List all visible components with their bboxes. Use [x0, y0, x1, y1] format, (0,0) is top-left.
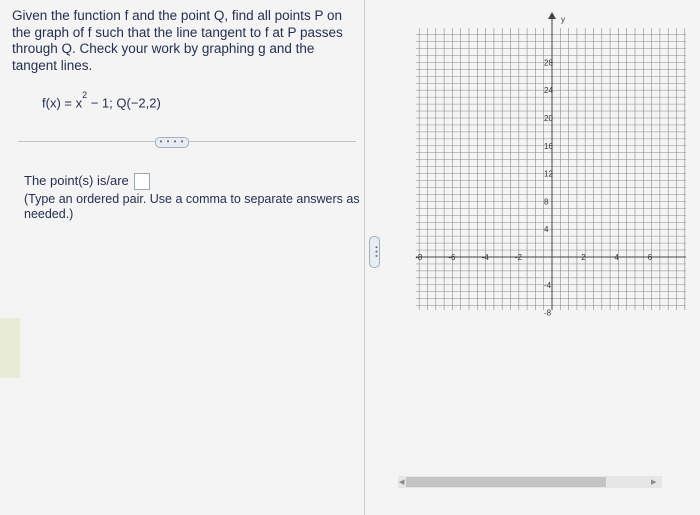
y-tick-label: 28 — [544, 58, 553, 68]
panel-resize-handle[interactable]: • • • — [369, 236, 380, 268]
horizontal-scrollbar[interactable] — [398, 476, 662, 488]
formula-prefix: f(x) = x — [42, 95, 83, 111]
answer-input[interactable] — [134, 173, 150, 190]
scroll-right-icon[interactable]: ▶ — [651, 479, 657, 486]
y-tick-label: -8 — [544, 308, 552, 318]
left-edge-strip — [0, 318, 20, 378]
x-tick-label: -8 — [415, 253, 423, 262]
y-tick-label: 4 — [544, 225, 549, 235]
function-formula — [42, 90, 161, 111]
panel-divider — [364, 0, 365, 515]
y-tick-label: 20 — [544, 114, 553, 123]
y-tick-label: 24 — [544, 86, 553, 96]
x-tick-label: 2 — [581, 253, 586, 262]
x-tick-label: -4 — [481, 253, 489, 262]
y-tick-label: 16 — [544, 141, 553, 151]
answer-row — [24, 173, 150, 190]
graph-canvas[interactable] — [415, 10, 686, 318]
y-axis-label: y — [561, 15, 565, 24]
scroll-left-icon[interactable]: ◀ — [399, 479, 405, 486]
question-text: Given the function f and the point Q, find all points P on the graph of f such that the line tangent to f at P passes through Q. Check your work by graphing g and the tangent lines. — [12, 8, 343, 73]
y-tick-label: 8 — [544, 197, 549, 207]
x-tick-label: -6 — [448, 253, 456, 262]
answer-label: The point(s) is/are — [24, 173, 129, 188]
x-tick-label: -2 — [514, 253, 522, 262]
x-tick-label: 4 — [614, 253, 619, 262]
formula-suffix: − 1; Q(−2,2) — [87, 95, 161, 111]
answer-instructions: (Type an ordered pair. Use a comma to separate answers as needed.) — [24, 192, 360, 221]
y-axis-arrow-icon — [548, 12, 556, 19]
more-options-button[interactable]: • • • • — [155, 137, 189, 148]
y-tick-label: 12 — [544, 169, 553, 179]
scrollbar-thumb[interactable] — [406, 477, 606, 487]
formula-exponent: 2 — [82, 90, 88, 100]
x-tick-label: 6 — [647, 253, 653, 262]
y-tick-label: -4 — [544, 280, 552, 290]
